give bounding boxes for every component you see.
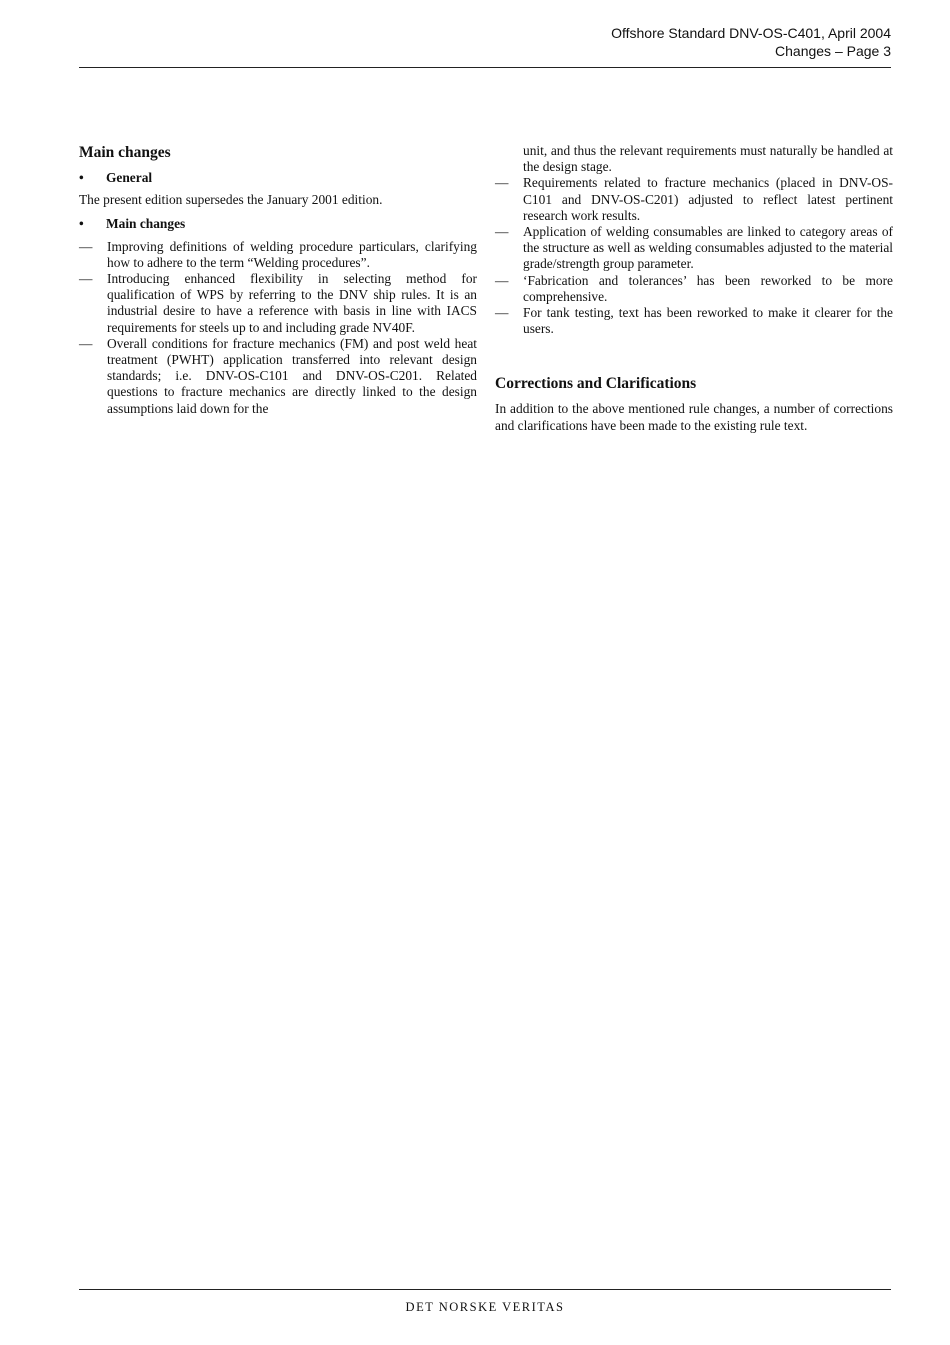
page-header xyxy=(79,24,891,60)
list-item xyxy=(495,305,893,337)
header-page-number: Changes – Page 3 xyxy=(775,43,891,59)
right-column xyxy=(495,143,893,442)
bullet-icon: • xyxy=(79,170,84,185)
general-paragraph: The present edition supersedes the January 2001 edition. xyxy=(79,192,383,208)
list-item-text: Improving definitions of welding procedure particulars, clarifying how to adhere to the term “Welding procedures”. xyxy=(107,238,477,270)
list-item xyxy=(79,336,477,417)
list-item-text: Introducing enhanced flexibility in selecting method for qualification of WPS by referring to the DNV ship rules. It is an industrial desire to have a reference with basis in line with IACS requirements for steels up to and including grade NV40F. xyxy=(107,271,477,335)
section-heading-main-changes: Main changes xyxy=(79,144,171,161)
list-item xyxy=(495,175,893,224)
header-title: Offshore Standard DNV-OS-C401, April 2004 xyxy=(611,25,891,41)
list-item-text: ‘Fabrication and tolerances’ has been reworked to be more comprehensive. xyxy=(523,272,893,304)
list-item xyxy=(495,224,893,273)
corrections-paragraph: In addition to the above mentioned rule changes, a number of corrections and clarifications have been made to the existing rule text. xyxy=(495,401,893,433)
footer-rule xyxy=(79,1289,891,1290)
left-column xyxy=(79,143,477,417)
list-item xyxy=(79,271,477,336)
changes-list-right xyxy=(495,175,893,337)
dash-icon: — xyxy=(495,224,509,240)
bullet-icon: • xyxy=(79,216,84,232)
dash-icon: — xyxy=(79,238,93,254)
list-item xyxy=(495,273,893,305)
dash-icon: — xyxy=(495,272,509,288)
bullet-heading-main-changes xyxy=(79,216,477,232)
list-item-text: Requirements related to fracture mechanics (placed in DNV-OS-C101 and DNV-OS-C201) adjusted to reflect latest pertinent research work results. xyxy=(523,175,893,223)
changes-list-left xyxy=(79,239,477,417)
list-item-text: Application of welding consumables are linked to category areas of the structure as well as welding consumables adjusted to the material grade/strength group parameter. xyxy=(523,224,893,272)
list-item-text: Overall conditions for fracture mechanics (FM) and post weld heat treatment (PWHT) application transferred into relevant design standards; i.e. DNV-OS-C101 and DNV-OS-C201. Related questions to fracture mechanics are directly linked to the design assumptions laid down for the xyxy=(107,335,477,416)
dash-icon: — xyxy=(495,175,509,191)
dash-icon: — xyxy=(495,305,509,321)
dash-icon: — xyxy=(79,271,93,287)
section-heading-corrections: Corrections and Clarifications xyxy=(495,375,697,393)
list-item-continuation: unit, and thus the relevant requirements must naturally be handled at the design stage. xyxy=(523,143,893,175)
list-item-text: For tank testing, text has been reworked to make it clearer for the users. xyxy=(523,305,893,337)
bullet-heading-label: General xyxy=(106,170,153,185)
section-spacer xyxy=(495,337,893,374)
page-footer: DET NORSKE VERITAS xyxy=(405,1300,565,1314)
header-rule xyxy=(79,67,891,68)
bullet-heading-label: Main changes xyxy=(106,216,186,232)
bullet-heading-general xyxy=(79,170,477,186)
list-item xyxy=(79,239,477,271)
dash-icon: — xyxy=(79,335,93,351)
